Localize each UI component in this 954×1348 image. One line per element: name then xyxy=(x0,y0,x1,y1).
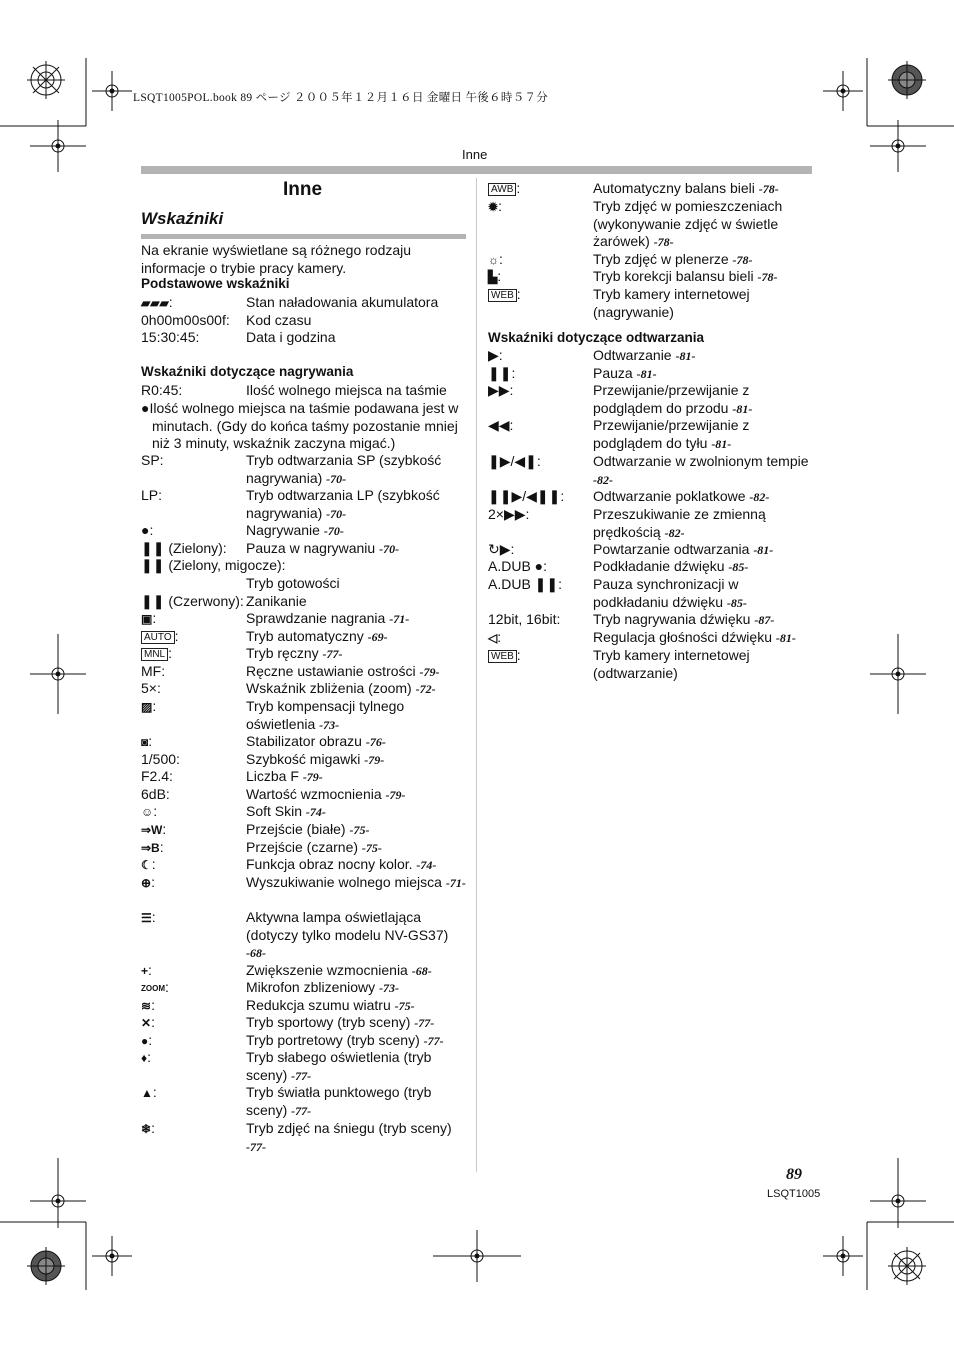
indicator-desc-text: Odtwarzanie poklatkowe xyxy=(593,488,746,504)
indicator-key xyxy=(488,488,564,506)
page-ref: -82- xyxy=(664,525,685,540)
indicator-key-text: : xyxy=(151,1014,155,1030)
indicator-desc-text: Przewijanie/przewijanie z podglądem do przodu xyxy=(593,382,750,416)
indicator-desc-text: Tryb korekcji balansu bieli xyxy=(593,268,754,284)
soft-skin-icon: ☺ xyxy=(141,804,154,819)
subsection-title: Wskaźniki xyxy=(141,209,224,228)
indicator-key-text: ↻▶: xyxy=(488,541,515,557)
video-light-icon: ☰ xyxy=(141,910,152,925)
indicator-desc xyxy=(246,1049,468,1085)
indicator-key-text: ❚❚▶/◀❚❚: xyxy=(488,488,565,504)
indicator-key xyxy=(488,453,541,471)
intro-text: Na ekranie wyświetlane są różnego rodzaju informacje o trybie pracy kamery. xyxy=(141,242,412,276)
indicator-desc xyxy=(246,786,468,805)
outdoor-icon: ☼ xyxy=(488,252,499,267)
indicator-key-text: : xyxy=(153,803,158,819)
indicator-key xyxy=(141,294,173,312)
indicator-key: R0:45: xyxy=(141,382,183,398)
indicator-desc xyxy=(246,610,468,629)
indicator-key xyxy=(141,821,166,839)
wipe-black-icon: ⇒B xyxy=(141,840,160,855)
indicator-desc xyxy=(246,522,468,541)
indicator-desc-text: Tryb zdjęć w plenerze xyxy=(593,251,729,267)
page-ref: -77- xyxy=(423,1034,444,1048)
indicator-desc-text: Przewijanie/przewijanie z podglądem do tyłu xyxy=(593,417,750,451)
indicator-desc xyxy=(246,979,468,998)
section-title: Inne xyxy=(283,179,323,200)
page-ref: -69- xyxy=(367,630,388,644)
wind-cut-icon: ≋ xyxy=(141,998,152,1013)
indicator-desc-text: Regulacja głośności dźwięku xyxy=(593,629,772,645)
tape-check-icon: ▣ xyxy=(141,611,153,626)
indicator-key-text: : xyxy=(174,628,179,644)
indicator-key-text: : xyxy=(516,180,521,196)
indicator-key xyxy=(141,1049,151,1067)
blank-search-icon: ⊕ xyxy=(141,875,152,890)
recording-heading: Wskaźniki dotyczące nagrywania xyxy=(141,364,354,379)
indicator-key xyxy=(141,610,156,628)
low-light-icon: ♦ xyxy=(141,1050,148,1065)
indicator-desc-text: Tryb słabego oświetlenia (tryb sceny) xyxy=(246,1049,432,1083)
page-ref: -71- xyxy=(389,612,410,626)
indicator-desc-text: Liczba F xyxy=(246,768,299,784)
page-ref: -78- xyxy=(732,253,753,267)
indicator-key-text: A.DUB ❚❚: xyxy=(488,576,563,592)
page-ref: -79- xyxy=(364,753,385,767)
page-ref: -85- xyxy=(726,595,747,610)
indicator-desc-text: Zwiększenie wzmocnienia xyxy=(246,962,408,978)
indicator-desc-text: Wskaźnik zbliżenia (zoom) xyxy=(246,680,412,696)
indicator-key-text: 12bit, 16bit: xyxy=(488,611,561,627)
indicator-desc xyxy=(246,839,468,858)
page-ref: -77- xyxy=(322,647,343,661)
indicator-desc-text: Wartość wzmocnienia xyxy=(246,786,382,802)
indicator-key-text: SP: xyxy=(141,452,164,468)
indicator-desc xyxy=(246,1032,468,1051)
indicator-key xyxy=(141,312,230,330)
indicator-desc xyxy=(246,962,468,981)
page-ref: -70- xyxy=(379,542,400,556)
indicator-key xyxy=(488,286,521,304)
indicator-key xyxy=(488,251,503,269)
indicator-key-text: ❚❚ (Czerwony): xyxy=(141,593,244,609)
indicator-key xyxy=(141,909,156,927)
indicator-key xyxy=(488,611,560,629)
wipe-white-icon: ⇒W xyxy=(141,822,163,837)
note-text: ●Ilość wolnego miejsca na taśmie podawana jest w minutach. (Gdy do końca taśmy pozostanie mniej niż 3 minuty, wskaźnik zaczyna migać.) xyxy=(141,400,459,451)
indicator-key xyxy=(141,645,172,663)
indicator-key xyxy=(141,452,164,470)
indicator-desc xyxy=(593,286,815,321)
white-balance-icon: ▙ xyxy=(488,269,498,284)
indicator-key-text: : xyxy=(148,733,153,749)
indicator-desc-text: Zanikanie xyxy=(246,593,307,609)
indicator-desc-text: Powtarzanie odtwarzania xyxy=(593,541,750,557)
page-ref: -75- xyxy=(349,823,370,837)
indicator-key-text: : xyxy=(151,856,156,872)
indicator-key-text: ▶: xyxy=(488,347,503,363)
indicator-desc xyxy=(246,874,468,893)
sports-icon: ✕ xyxy=(141,1015,152,1030)
indicator-desc xyxy=(246,663,468,682)
indicator-key-text: : xyxy=(148,962,152,978)
indicator-key-text: F2.4: xyxy=(141,768,173,784)
indicator-desc xyxy=(246,803,468,822)
indicator-desc-text: Sprawdzanie nagrania xyxy=(246,610,386,626)
page-ref: -82- xyxy=(593,472,613,487)
indicator-desc xyxy=(593,251,815,270)
indicator-desc-text: Tryb automatyczny xyxy=(246,628,364,644)
indicator-key xyxy=(488,541,514,559)
page-ref: -76- xyxy=(365,735,386,749)
indicator-key-text: : xyxy=(497,629,502,645)
indicator-desc xyxy=(593,180,815,199)
indicator-desc: Ilość wolnego miejsca na taśmie xyxy=(246,382,447,398)
indicator-key xyxy=(141,1084,157,1102)
indicator-desc xyxy=(246,593,468,611)
page-ref: -78- xyxy=(653,235,674,249)
indicator-key-text: ◀◀: xyxy=(488,417,514,433)
indicator-key xyxy=(488,558,547,576)
indicator-desc xyxy=(246,452,468,488)
print-header: LSQT1005POL.book 89 ページ ２００５年１２月１６日 金曜日 午後６時５７分 xyxy=(133,92,549,104)
indicator-key-text: : xyxy=(162,821,167,837)
indicator-desc-text: Stan naładowania akumulatora xyxy=(246,294,439,310)
indicator-key xyxy=(141,540,227,558)
indicator-key-text: : xyxy=(168,294,173,310)
indicator-key-text: : xyxy=(159,839,164,855)
mode-badge: AWB xyxy=(488,183,516,196)
indicator-key-text: : xyxy=(165,979,169,995)
indicator-desc-text: Tryb zdjęć w pomieszczeniach (wykonywanie zdjęć w świetle żarówek) xyxy=(593,198,783,249)
indicator-key-text: : xyxy=(497,268,502,284)
indicator-key xyxy=(141,557,286,575)
indicator-key xyxy=(488,576,562,594)
page-ref: -81- xyxy=(753,543,774,557)
indicator-desc xyxy=(246,294,468,312)
mode-badge: AUTO xyxy=(141,631,175,644)
indicator-desc xyxy=(246,751,468,770)
indicator-desc-text: Tryb gotowości xyxy=(246,575,340,591)
indicator-desc-text: Tryb kamery internetowej (odtwarzanie) xyxy=(593,647,750,681)
indicator-desc xyxy=(593,453,815,489)
indicator-key-text: : xyxy=(148,1032,153,1048)
indicator-key xyxy=(488,365,515,383)
indicator-desc xyxy=(246,768,468,787)
indicator-desc-text: Tryb sportowy (tryb sceny) xyxy=(246,1014,411,1030)
indicator-desc-text: Wyszukiwanie wolnego miejsca xyxy=(246,874,442,890)
volume-icon: ◁ xyxy=(488,630,498,645)
indicator-desc xyxy=(246,540,468,559)
indicator-key xyxy=(488,268,501,286)
indicator-desc xyxy=(246,821,468,840)
page-ref: -75- xyxy=(361,841,382,855)
indicator-key xyxy=(141,856,156,874)
indicator-key xyxy=(141,874,155,892)
indicator-desc-text: Data i godzina xyxy=(246,329,336,345)
indicator-key-text: : xyxy=(516,286,521,302)
page-ref: -71- xyxy=(445,876,466,890)
basic-heading: Podstawowe wskaźniki xyxy=(141,276,290,291)
indicator-key xyxy=(141,997,155,1015)
page-ref: -74- xyxy=(305,805,326,819)
page-ref: -85- xyxy=(728,560,749,574)
indicator-desc-text: Przejście (czarne) xyxy=(246,839,359,855)
zoom-mic-icon: ZOOM xyxy=(141,983,165,993)
indicator-desc-text: Tryb ręczny xyxy=(246,645,319,661)
indicator-desc xyxy=(246,909,468,963)
indicator-key xyxy=(141,698,156,716)
indicator-desc-text: Pauza xyxy=(593,365,633,381)
indicator-desc xyxy=(593,541,815,560)
page-ref: -74- xyxy=(416,858,437,872)
indoor-icon: ✹ xyxy=(488,199,499,214)
indicator-key xyxy=(141,839,164,857)
indicator-key xyxy=(488,506,529,524)
indicator-desc-text: Tryb odtwarzania LP (szybkość nagrywania) xyxy=(246,487,440,521)
indicator-desc xyxy=(246,733,468,752)
indicator-desc-text: Przeszukiwanie ze zmienną prędkością xyxy=(593,506,766,540)
indicator-desc xyxy=(246,645,468,664)
indicator-key xyxy=(141,329,199,347)
indicator-desc-text: Mikrofon zblizeniowy xyxy=(246,979,376,995)
indicator-key xyxy=(141,751,180,769)
indicator-desc xyxy=(246,312,468,330)
page-ref: -73- xyxy=(379,981,400,995)
battery-icon: ▰▰▰ xyxy=(141,295,169,310)
indicator-key-text: : xyxy=(168,645,173,661)
indicator-desc-text: Tryb kompensacji tylnego oświetlenia xyxy=(246,698,405,732)
indicator-desc xyxy=(593,558,815,577)
indicator-desc xyxy=(246,856,468,875)
indicator-desc-text: Odtwarzanie w zwolnionym tempie xyxy=(593,453,809,469)
indicator-desc xyxy=(593,198,815,252)
page-ref: -78- xyxy=(757,270,778,284)
page-ref: -70- xyxy=(323,524,344,538)
indicator-key-text: : xyxy=(152,698,157,714)
indicator-key xyxy=(141,487,162,505)
indicator-key xyxy=(488,629,501,647)
page-ref: -79- xyxy=(419,665,440,679)
indicator-desc-text: Soft Skin xyxy=(246,803,303,819)
page-ref: -82- xyxy=(749,490,770,504)
mode-badge: WEB xyxy=(488,289,517,302)
indicator-key-text: ❚❚: xyxy=(488,365,516,381)
indicator-desc xyxy=(246,1014,468,1033)
page-ref: -79- xyxy=(385,788,406,802)
indicator-key-text: : xyxy=(516,647,521,663)
mode-badge: MNL xyxy=(141,648,168,661)
indicator-key-text: 0h00m00s00f: xyxy=(141,312,230,328)
indicator-key xyxy=(141,1120,155,1138)
column-divider xyxy=(476,178,477,1172)
indicator-key-text: 1/500: xyxy=(141,751,180,767)
playback-heading: Wskaźniki dotyczące odtwarzania xyxy=(488,330,705,345)
indicator-desc xyxy=(246,997,468,1016)
indicator-key xyxy=(141,628,179,646)
page-ref: -78- xyxy=(758,182,779,196)
portrait-icon: ● xyxy=(141,1033,149,1048)
page-ref: -75- xyxy=(394,999,415,1013)
doc-code: LSQT1005 xyxy=(767,1188,821,1200)
indicator-desc xyxy=(593,382,815,418)
indicator-desc xyxy=(246,329,468,347)
page-ref: -70- xyxy=(326,471,347,486)
indicator-desc-text: Tryb światła punktowego (tryb sceny) xyxy=(246,1084,432,1118)
indicator-key xyxy=(488,417,513,435)
indicator-desc-text: Pauza synchronizacji w podkładaniu dźwięku xyxy=(593,576,739,610)
page-ref: -77- xyxy=(414,1016,435,1030)
page-ref: -81- xyxy=(675,349,696,363)
indicator-desc xyxy=(246,1084,468,1120)
indicator-key-text: : xyxy=(147,1049,152,1065)
indicator-desc xyxy=(246,698,468,734)
mode-badge: WEB xyxy=(488,650,517,663)
indicator-key xyxy=(488,180,520,198)
indicator-key xyxy=(141,1032,152,1050)
indicator-desc xyxy=(593,629,815,648)
indicator-desc-text: Szybkość migawki xyxy=(246,751,361,767)
tape-remaining-note xyxy=(141,400,471,453)
indicator-key-text: 6dB: xyxy=(141,786,170,802)
indicator-key xyxy=(141,803,157,821)
indicator-key-text: : xyxy=(151,874,155,890)
indicator-desc-text: Odtwarzanie xyxy=(593,347,672,363)
indicator-key-text: 15:30:45: xyxy=(141,329,200,345)
indicator-desc xyxy=(246,575,468,593)
indicator-desc xyxy=(246,680,468,699)
page-ref: -81- xyxy=(775,631,796,645)
indicator-key-text: : xyxy=(152,1084,157,1100)
indicator-desc-text: Automatyczny balans bieli xyxy=(593,180,755,196)
indicator-key xyxy=(141,680,161,698)
indicator-key xyxy=(488,647,521,665)
indicator-desc-text: Stabilizator obrazu xyxy=(246,733,362,749)
indicator-key-text: ❚❚ (Zielony, migocze): xyxy=(141,557,286,573)
indicator-key xyxy=(141,663,165,681)
indicator-key-text: A.DUB ●: xyxy=(488,558,548,574)
snow-icon: ❄ xyxy=(141,1121,152,1136)
indicator-key xyxy=(141,593,244,611)
indicator-desc xyxy=(593,611,815,630)
page-ref: -77- xyxy=(291,1103,312,1118)
indicator-key-text: LP: xyxy=(141,487,163,503)
indicator-desc xyxy=(593,365,815,384)
page-ref: -81- xyxy=(732,401,753,416)
indicator-key-text: ❚❚ (Zielony): xyxy=(141,540,227,556)
page-ref: -77- xyxy=(246,1139,266,1154)
backlight-icon: ▨ xyxy=(141,699,153,714)
indicator-desc-text: Tryb portretowy (tryb sceny) xyxy=(246,1032,420,1048)
indicator-desc xyxy=(593,488,815,507)
indicator-desc xyxy=(593,268,815,287)
indicator-desc-text: Ręczne ustawianie ostrości xyxy=(246,663,416,679)
indicator-key xyxy=(141,733,152,751)
indicator-desc-text: Funkcja obraz nocny kolor. xyxy=(246,856,413,872)
indicator-key-text: ❚▶/◀❚: xyxy=(488,453,541,469)
indicator-desc-text: Nagrywanie xyxy=(246,522,320,538)
indicator-key xyxy=(141,786,170,804)
plus-icon: + xyxy=(141,963,149,978)
night-color-icon: ☾ xyxy=(141,857,152,872)
indicator-desc xyxy=(593,347,815,366)
indicator-desc xyxy=(593,647,815,682)
indicator-key-text: : xyxy=(151,997,155,1013)
indicator-key xyxy=(141,522,153,540)
page-ref: -68- xyxy=(246,946,266,960)
page-ref: -79- xyxy=(302,770,323,784)
right-column xyxy=(488,0,821,1348)
indicator-key xyxy=(488,347,503,365)
indicator-desc-text: Pauza w nagrywaniu xyxy=(246,540,376,556)
indicator-desc xyxy=(593,417,815,453)
indicator-desc-text: Tryb nagrywania dźwięku xyxy=(593,611,751,627)
indicator-desc xyxy=(246,628,468,647)
indicator-key-text: 2×▶▶: xyxy=(488,506,530,522)
page-ref: -81- xyxy=(636,367,657,381)
indicator-key-text: 5×: xyxy=(141,680,161,696)
indicator-desc-text: Tryb kamery internetowej (nagrywanie) xyxy=(593,286,750,320)
spotlight-icon: ▲ xyxy=(141,1085,153,1100)
indicator-desc-text: Przejście (białe) xyxy=(246,821,346,837)
indicator-key-text: : xyxy=(498,198,502,214)
running-head: Inne xyxy=(462,147,488,162)
page-number: 89 xyxy=(786,1166,802,1183)
indicator-key xyxy=(488,198,502,216)
indicator-key xyxy=(141,979,169,997)
indicator-key-text: ▶▶: xyxy=(488,382,514,398)
indicator-desc-text: Aktywna lampa oświetlająca (dotyczy tylko modelu NV-GS37) xyxy=(246,909,449,943)
indicator-key xyxy=(141,1014,155,1032)
indicator-desc-text: Tryb zdjęć na śniegu (tryb sceny) xyxy=(246,1120,452,1136)
indicator-desc xyxy=(593,576,815,612)
page-ref: -68- xyxy=(411,964,432,978)
page-ref: -81- xyxy=(711,436,732,451)
page-ref: -87- xyxy=(754,613,775,627)
stabilizer-icon: ◙ xyxy=(141,734,149,749)
page-ref: -72- xyxy=(415,682,436,696)
indicator-desc-text: Kod czasu xyxy=(246,312,312,328)
indicator-desc xyxy=(246,1120,468,1156)
indicator-key-text: : xyxy=(151,909,156,925)
indicator-desc-text: Podkładanie dźwięku xyxy=(593,558,725,574)
left-column xyxy=(141,0,471,1348)
indicator-key-text: ●: xyxy=(141,522,154,538)
indicator-key xyxy=(141,768,173,786)
indicator-desc xyxy=(593,506,815,542)
indicator-key-text: : xyxy=(151,1120,155,1136)
page-ref: -77- xyxy=(291,1068,312,1083)
indicator-key-text: MF: xyxy=(141,663,166,679)
indicator-desc xyxy=(246,487,468,523)
indicator-desc-text: Tryb odtwarzania SP (szybkość nagrywania) xyxy=(246,452,442,486)
indicator-key-text: : xyxy=(152,610,157,626)
indicator-desc-text: Redukcja szumu wiatru xyxy=(246,997,391,1013)
indicator-key xyxy=(488,382,513,400)
page-ref: -73- xyxy=(319,717,340,732)
indicator-key xyxy=(141,962,152,980)
page-ref: -70- xyxy=(326,506,347,521)
indicator-key-text: : xyxy=(499,251,503,267)
